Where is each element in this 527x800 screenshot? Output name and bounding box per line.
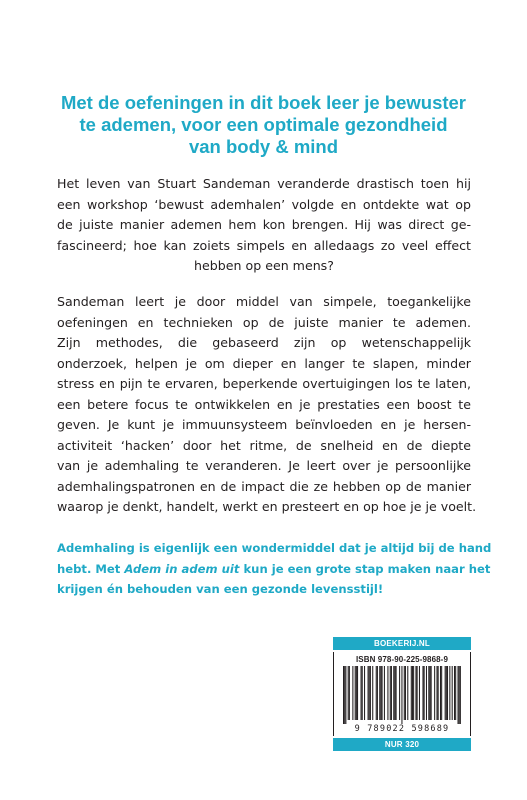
headline-line: Met de oefeningen in dit boek leer je bewuster [60, 92, 467, 113]
barcode-bar [393, 666, 394, 720]
barcode-bar [426, 666, 427, 720]
barcode-bar [355, 666, 356, 720]
barcode-bar [449, 666, 450, 720]
barcode-bar [368, 666, 369, 720]
text-line: van je ademhaling te veranderen. Je leert over je persoonlijke [57, 458, 471, 473]
barcode-bar [446, 666, 447, 720]
barcode-bar [422, 666, 423, 720]
text-line: een betere focus te ontwikkelen en je prestaties een boost te [57, 396, 471, 412]
barcode-bar [377, 666, 378, 720]
barcode-bar [399, 666, 400, 720]
barcode-bar [345, 666, 346, 724]
barcode-bar [349, 666, 350, 720]
headline [40, 92, 487, 158]
text-line: stress en pijn te ervaren, beperkende overtuigingen los te laten, [57, 376, 471, 391]
barcode-bar [424, 666, 425, 720]
barcode-bar [419, 666, 420, 720]
barcode-bar [452, 666, 453, 720]
paragraph-intro [57, 174, 471, 277]
text-line: onderzoek, helpen je om dieper en langer te slapen, minder [57, 355, 471, 371]
headline-line: te ademen, voor een optimale gezondheid [79, 114, 448, 135]
isbn-label: ISBN 978-90-225-9868-9 [355, 655, 449, 664]
text-line: fascineerd; hoe kan zoiets simpels en alledaags zo veel effect [57, 237, 471, 253]
text-line: de juiste manier ademen hem kon brengen. Hij was direct ge- [57, 217, 471, 232]
closing-statement [57, 538, 492, 600]
barcode-bar [352, 666, 353, 720]
barcode-bar [407, 666, 408, 720]
barcode-bar [357, 666, 358, 720]
barcode-bar [412, 666, 413, 720]
text-line: Zijn methodes, die gebaseerd zijn op wetenschappelijk [57, 335, 471, 350]
barcode-bar [364, 666, 365, 720]
text-line: hebben op een mens? [194, 258, 334, 273]
barcode-bar [396, 666, 397, 720]
barcode-bar [348, 666, 349, 720]
barcode-bar [372, 666, 373, 720]
barcode-bar [413, 666, 414, 720]
barcode-bar [455, 666, 456, 720]
barcode-digits: 9 789022 598689 [354, 724, 450, 734]
barcode-block [333, 637, 471, 751]
text-line: ademhalingspatronen en de impact die ze hebben op de manier [57, 478, 471, 494]
barcode-bar [344, 666, 345, 724]
barcode-bar [387, 666, 388, 720]
book-title: Adem in adem uit [124, 561, 240, 576]
headline-line: van body & mind [188, 136, 339, 157]
barcode-bar [376, 666, 377, 720]
barcode-bar [417, 666, 418, 720]
barcode-bar [441, 666, 442, 720]
closing-line [57, 559, 491, 580]
barcode-bar [458, 666, 459, 724]
text-line: geven. Je kunt je immuunsysteem beïnvloeden en je hersen- [57, 417, 471, 432]
publisher-label: BOEKERIJ.NL [333, 637, 471, 650]
barcode-bar [431, 666, 432, 720]
barcode-bar [447, 666, 448, 720]
closing-text: hebt. Met [57, 561, 125, 576]
barcode-bar [405, 666, 406, 720]
barcode-bar [379, 666, 380, 720]
barcode-bar [429, 666, 430, 720]
barcode-bar [394, 666, 395, 720]
barcode-bar [415, 666, 416, 720]
barcode-bar [428, 666, 429, 720]
barcode-bar [436, 666, 437, 720]
closing-text: kun je een grote stap maken naar het [239, 561, 491, 576]
barcode-bar [384, 666, 385, 720]
barcode-bar [382, 666, 383, 720]
barcode-bar [370, 666, 371, 720]
barcode-bar [454, 666, 455, 720]
barcode-bar [361, 666, 362, 720]
closing-line: krijgen én behouden van een gezonde levensstijl! [57, 582, 384, 596]
barcode-bar [369, 666, 370, 720]
text-line: activiteit ‘hacken’ door het ritme, de snelheid en de diepte [57, 437, 471, 453]
text-line: oefeningen en technieken op de juiste manier te ademen. [57, 314, 471, 330]
barcode-bar [380, 666, 381, 720]
barcode-bar [411, 666, 412, 720]
barcode-bar [356, 666, 357, 720]
text-line: een workshop ‘bewust ademhalen’ volgde en ontdekte wat op [57, 196, 471, 212]
nur-label: NUR 320 [333, 738, 471, 751]
barcode-bar [404, 666, 405, 720]
barcode-bar [362, 666, 363, 720]
barcode-bar [460, 666, 461, 724]
barcode-box [333, 652, 471, 736]
text-line: Het leven van Stuart Sandeman veranderde drastisch toen hij [57, 176, 471, 191]
barcode-bar [459, 666, 460, 724]
paragraph-method [57, 292, 477, 518]
barcode-bar [390, 666, 391, 720]
barcode-bar [445, 666, 446, 720]
text-line: Sandeman leert je door middel van simpele, toegankelijke [57, 294, 471, 309]
barcode-bar [343, 666, 344, 724]
barcode-bar [438, 666, 439, 720]
barcode-bar [434, 666, 435, 720]
barcode-bar [440, 666, 441, 720]
text-line: waarop je denkt, handelt, werkt en presteert en op hoe je je voelt. [57, 499, 477, 514]
barcode-bar [401, 666, 402, 724]
closing-line: Ademhaling is eigenlijk een wondermiddel dat je altijd bij de hand [57, 541, 492, 555]
barcode-image [343, 666, 461, 724]
barcode-bar [391, 666, 392, 720]
